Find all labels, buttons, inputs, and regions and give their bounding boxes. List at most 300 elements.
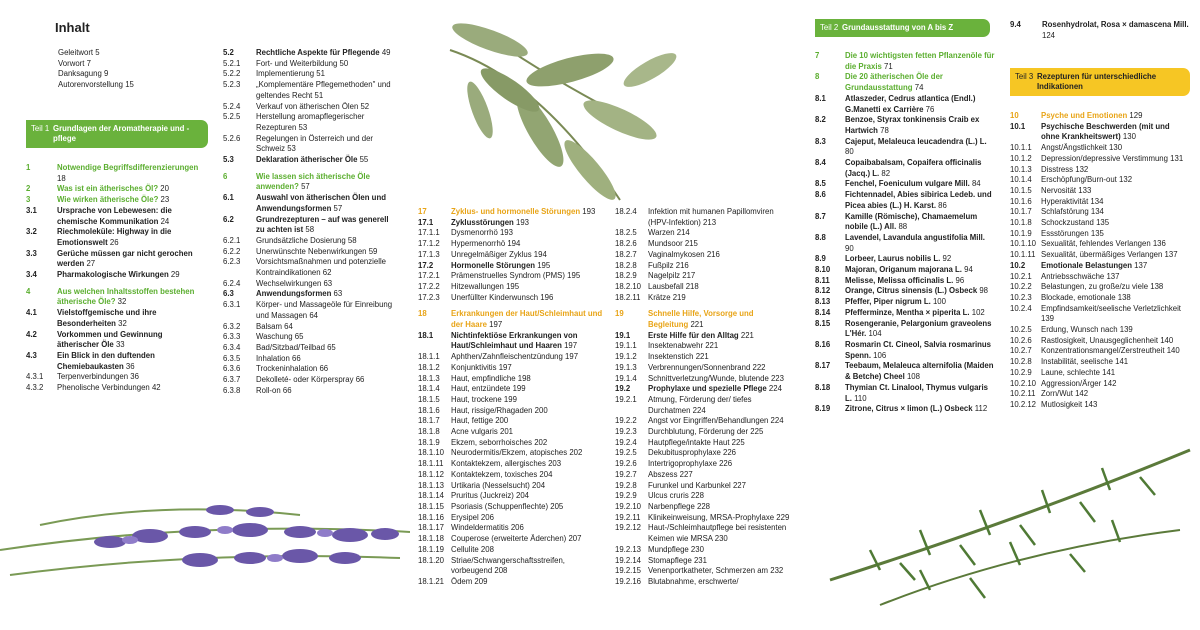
toc-entry[interactable] [223,332,395,343]
toc-entry-page: 27 [86,259,96,269]
toc-entry-number: 10 [1010,111,1019,120]
toc-entry[interactable] [223,172,395,193]
toc-entry[interactable] [815,361,995,382]
toc-entry[interactable] [615,459,795,470]
toc-entry-number: 8.12 [815,286,831,296]
toc-entry[interactable] [815,297,995,308]
toc-entry-title [648,513,795,524]
toc-entry[interactable] [615,416,795,427]
toc-entry-number: 4.3.2 [26,383,44,393]
toc-entry[interactable] [615,374,795,385]
toc-entry[interactable] [615,352,795,363]
toc-entry-text: Haut, entzündete [451,384,511,394]
toc-entry[interactable] [418,502,603,513]
toc-entry-text: Haut-/Schleimhautpflege bei resistenten Keimen wie MRSA [648,523,787,544]
teil2-banner[interactable] [815,19,990,37]
toc-entry[interactable] [1010,239,1190,250]
toc-entry-page: 64 [309,310,319,320]
toc-entry-title [451,352,603,363]
toc-entry-text: Insektenabwehr [648,341,704,351]
toc-entry-text: Angst vor Eingriffen/Behandlungen [648,416,769,426]
toc-entry[interactable] [615,502,795,513]
toc-entry[interactable] [615,470,795,481]
toc-entry-number: 17.1.3 [418,249,440,259]
toc-entry-text: Dekubitusprophylaxe [648,448,721,458]
toc-entry-text: Mundsoor [648,239,683,249]
toc-entry-text: Herstellung aromapflegerischer Rezepturen [256,112,365,132]
toc-entry-page: 206 [480,512,494,522]
toc-entry[interactable] [223,364,395,375]
toc-entry[interactable] [418,293,603,304]
toc-entry[interactable] [223,80,395,101]
toc-entry-text: Klinikeinweisung, MRSA-Prophylaxe [648,512,775,522]
toc-entry[interactable] [815,179,995,190]
teil1-banner[interactable] [26,120,208,148]
toc-entry-text: Schockzustand [1041,218,1094,228]
toc-entry[interactable] [26,249,206,270]
toc-entry[interactable] [815,340,995,361]
toc-entry-number: 10.1.6 [1010,196,1032,206]
toc-entry-page: 130 [1109,143,1123,153]
toc-entry-title [57,184,206,195]
toc-entry-text: Stomapflege [648,555,692,565]
toc-entry-page: 204 [539,469,553,479]
toc-entry[interactable] [418,513,603,524]
toc-entry[interactable] [418,363,603,374]
toc-entry[interactable] [615,261,795,272]
toc-entry[interactable] [26,270,206,281]
toc-entry-text: Teebaum, Melaleuca alternifolia (Maiden & Betche) Cheel [845,361,994,382]
toc-entry[interactable] [26,287,206,308]
toc-entry-page: 57 [333,203,343,213]
toc-entry-text: Hyperaktivität [1041,196,1089,206]
toc-entry-title [256,343,395,354]
toc-entry-page: 227 [679,469,693,479]
toc-entry-page: 137 [1164,250,1178,260]
toc-entry[interactable] [58,48,208,59]
toc-entry-number: 8.18 [815,382,831,392]
toc-entry-title [648,502,795,513]
toc-entry[interactable] [1010,282,1190,293]
toc-entry[interactable] [1010,143,1190,154]
toc-entry[interactable] [223,59,395,70]
toc-entry-text: Ekzem, seborrhoisches [451,437,533,447]
toc-entry-text: Melisse, Melissa officinalis L. [845,275,954,285]
toc-entry[interactable] [418,459,603,470]
toc-entry[interactable] [26,184,206,195]
toc-entry[interactable] [418,448,603,459]
toc-entry[interactable] [26,227,206,248]
toc-entry-page: 206 [510,523,524,533]
teil3-number: Teil 3 [1015,72,1034,81]
toc-entry-number: 10.1.2 [1010,153,1032,163]
toc-entry-number: 8.8 [815,232,826,242]
toc-entry-title [648,271,795,282]
toc-entry-text: Rastlosigkeit, Unausgeglichenheit [1041,335,1159,345]
toc-entry-text: Wechselwirkungen [256,278,322,288]
toc-entry[interactable] [615,293,795,304]
toc-entry-text: Wie wirken ätherische Öle? [57,195,159,205]
toc-entry[interactable] [418,250,603,261]
toc-entry[interactable] [1010,111,1190,122]
toc-entry-title [57,308,206,329]
teil3-banner[interactable] [1010,68,1190,96]
toc-entry[interactable] [815,319,995,340]
toc-entry-text: Fichtennadel, Abies sibirica Ledeb. und Picea abies (L.) H. Karst. [845,190,992,210]
toc-entry[interactable] [815,51,995,72]
toc-entry[interactable] [223,247,395,258]
toc-entry-title [1041,272,1190,283]
toc-entry-title [256,102,395,113]
toc-entry[interactable] [1010,175,1190,186]
toc-entry[interactable] [58,59,208,70]
toc-entry[interactable] [815,158,995,179]
toc-entry[interactable] [223,134,395,155]
toc-entry[interactable] [26,330,206,351]
toc-entry-page: 200 [534,405,548,415]
toc-entry[interactable] [223,69,395,80]
toc-entry-title [1041,400,1190,411]
toc-entry-text: Terpenverbindungen [57,372,129,382]
toc-entry[interactable] [1010,304,1190,325]
toc-entry-text: Aggression/Ärger [1041,378,1102,388]
toc-entry-title [648,282,795,293]
toc-entry-text: Pruritus (Juckreiz) [451,491,514,501]
toc-entry[interactable] [615,239,795,250]
toc-entry-title [648,293,795,304]
toc-entry[interactable] [418,207,603,218]
toc-entry[interactable] [223,354,395,365]
toc-entry[interactable] [1010,20,1190,41]
toc-entry[interactable] [223,236,395,247]
toc-entry[interactable] [1010,400,1190,411]
toc-entry-title [648,395,795,416]
toc-entry[interactable] [1010,207,1190,218]
toc-entry-page: 26 [109,237,119,247]
toc-entry-number: 18.2.8 [615,260,637,270]
toc-entry-page: 193 [499,228,513,238]
toc-entry-title [256,69,395,80]
toc-entry[interactable] [1010,336,1190,347]
toc-entry[interactable] [1010,293,1190,304]
toc-entry-text: Lorbeer, Laurus nobilis L. [845,254,941,264]
toc-entry[interactable] [615,481,795,492]
toc-entry[interactable] [223,48,395,59]
toc-entry[interactable] [418,438,603,449]
toc-entry-number: 9.4 [1010,20,1021,29]
toc-entry[interactable] [615,427,795,438]
toc-entry-page: 139 [1041,314,1055,324]
toc-entry-page: 199 [512,384,526,394]
toc-entry-title [451,250,603,261]
toc-entry-number: 19.2.9 [615,491,637,501]
toc-entry[interactable] [26,163,206,184]
toc-entry[interactable] [615,250,795,261]
toc-entry-page: 53 [287,144,296,154]
toc-entry[interactable] [815,94,995,115]
toc-col1 [26,163,206,394]
toc-entry[interactable] [418,427,603,438]
toc-entry-number: 10.1.3 [1010,164,1032,174]
toc-entry[interactable] [418,282,603,293]
toc-entry-text: Majoran, Origanum majorana L. [845,265,962,275]
toc-entry[interactable] [58,69,208,80]
toc-entry[interactable] [418,534,603,545]
toc-entry-number: 17.1 [418,217,434,227]
toc-entry[interactable] [815,190,995,211]
toc-entry-number: 10.2 [1010,260,1026,270]
toc-entry-text: Haut, fettige [451,416,494,426]
toc-entry-text: Empfindsamkeit/seelische Verletzlichkeit [1041,303,1181,313]
toc-entry-page: 131 [1170,153,1184,163]
toc-entry[interactable] [223,112,395,133]
toc-entry[interactable] [1010,218,1190,229]
toc-entry[interactable] [1010,272,1190,283]
toc-entry[interactable] [1010,379,1190,390]
toc-entry[interactable] [223,279,395,290]
toc-entry-number: 10.1.11 [1010,250,1036,260]
toc-entry-title [845,286,995,297]
toc-entry-number: 18.1.18 [418,534,445,544]
toc-entry[interactable] [223,343,395,354]
toc-col6 [1010,111,1190,429]
toc-entry[interactable] [815,115,995,136]
toc-entry-page: 58 [347,235,357,245]
toc-entry[interactable] [815,265,995,276]
toc-entry[interactable] [615,491,795,502]
toc-entry-text: „Komplementäre Pflegemethoden" und geltendes Recht [256,80,391,100]
toc-entry-text: Cellulite [451,544,479,554]
toc-entry-text: Aphthen/Zahnfleischentzündung [451,352,563,362]
toc-entry[interactable] [1010,229,1190,240]
toc-entry[interactable] [1010,197,1190,208]
toc-entry[interactable] [418,384,603,395]
toc-entry[interactable] [58,80,208,91]
toc-entry[interactable] [223,155,395,166]
toc-entry[interactable] [615,271,795,282]
toc-entry[interactable] [223,289,395,300]
toc-entry[interactable] [418,261,603,272]
toc-entry[interactable] [26,206,206,227]
toc-entry-number: 8.6 [815,190,826,200]
toc-entry-number: 8.17 [815,361,831,371]
toc-entry[interactable] [223,102,395,113]
toc-entry[interactable] [418,491,603,502]
toc-entry-title [1041,336,1190,347]
toc-entry[interactable] [223,215,395,236]
toc-entry-number: 10.2.8 [1010,357,1032,367]
toc-entry[interactable] [1010,250,1190,261]
toc-entry-title [648,374,795,385]
toc-entry-page: 230 [690,544,704,554]
toc-entry-page: 140 [1160,335,1174,345]
toc-entry-text: Zyklusstörungen [451,217,514,227]
toc-entry-title [58,48,208,59]
toc-entry[interactable] [418,416,603,427]
toc-entry[interactable] [418,228,603,239]
toc-entry-number: 19.2.1 [615,394,637,404]
teil1-title: Grundlagen der Aromatherapie und -pflege [53,124,190,143]
toc-entry-text: Vorkommen und Gewinnung ätherischer Öle [57,329,163,350]
toc-entry[interactable] [615,384,795,395]
toc-entry[interactable] [615,341,795,352]
toc-entry-page: 65 [327,342,336,352]
toc-entry[interactable] [1010,357,1190,368]
toc-entry-page: 134 [1090,196,1104,206]
toc-entry-page: 218 [685,281,699,291]
toc-entry[interactable] [418,309,603,330]
toc-entry-number: 8.4 [815,158,826,168]
toc-entry[interactable] [615,395,795,416]
page-title: Inhalt [55,20,90,35]
toc-entry[interactable] [223,257,395,278]
toc-entry-title [648,438,795,449]
toc-entry-title [451,513,603,524]
toc-entry-title [1042,20,1190,41]
toc-entry-page: 65 [294,332,304,342]
toc-entry-text: Hypermenorrhö [451,239,506,249]
toc-entry-text: Körper- und Massageöle für Einreibung und Massagen [256,300,393,320]
toc-entry[interactable] [615,309,795,330]
toc-entry[interactable] [418,271,603,282]
toc-entry[interactable] [418,395,603,406]
toc-entry[interactable] [815,404,995,415]
toc-entry-title [1041,293,1190,304]
toc-entry[interactable] [815,137,995,158]
toc-entry-text: Blutabnahme, erschwerte/ [648,576,739,586]
toc-entry[interactable] [223,386,395,397]
toc-entry[interactable] [815,286,995,297]
toc-entry-number: 17.2.3 [418,292,440,302]
toc-entry-title [451,470,603,481]
toc-entry-text: Verbrennungen/Sonnenbrand [648,362,751,372]
toc-entry-number: 10.2.10 [1010,378,1037,388]
toc-entry[interactable] [418,556,603,577]
toc-entry-text: Cajeput, Melaleuca leucadendra (L.) L. [845,136,987,146]
toc-entry[interactable] [615,228,795,239]
toc-entry[interactable] [26,351,206,372]
toc-entry[interactable] [418,218,603,229]
toc-entry-number: 8.1 [815,93,826,103]
toc-entry[interactable] [815,308,995,319]
toc-entry[interactable] [26,195,206,206]
toc-entry[interactable] [418,352,603,363]
toc-entry-title [451,309,603,330]
toc-entry-title [1041,218,1190,229]
toc-entry-title [845,179,995,190]
toc-entry[interactable] [418,470,603,481]
toc-entry[interactable] [1010,325,1190,336]
toc-entry-page: 221 [740,330,754,340]
toc-entry[interactable] [26,308,206,329]
toc-entry-title [57,206,206,227]
toc-entry-number: 10.2.4 [1010,303,1032,313]
toc-entry[interactable] [1010,186,1190,197]
toc-entry[interactable] [615,363,795,374]
toc-entry[interactable] [418,545,603,556]
toc-entry[interactable] [1010,368,1190,379]
toc-entry[interactable] [223,322,395,333]
toc-entry[interactable] [1010,154,1190,165]
toc-entry-title [648,470,795,481]
toc-entry[interactable] [1010,165,1190,176]
toc-entry-page: 136 [1152,239,1166,249]
toc-entry-number: 3.4 [26,270,37,280]
toc-entry[interactable] [1010,122,1190,143]
toc-entry-page: 124 [1042,30,1056,40]
toc-entry[interactable] [615,207,795,228]
toc-entry[interactable] [615,513,795,524]
toc-entry-page: 217 [682,271,696,281]
toc-entry[interactable] [223,375,395,386]
toc-entry[interactable] [418,481,603,492]
toc-entry[interactable] [418,331,603,352]
toc-entry-text: Verkauf von ätherischen Ölen [256,101,359,111]
toc-entry-page: 224 [692,405,706,415]
toc-entry-text: Die 10 wichtigsten fetten Pflanzenöle für die Praxis [845,51,995,71]
toc-entry[interactable] [418,406,603,417]
toc-entry-page: 138 [1117,292,1131,302]
toc-entry[interactable] [223,300,395,321]
toc-entry[interactable] [26,383,206,394]
toc-entry[interactable] [418,239,603,250]
toc-entry[interactable] [26,372,206,383]
toc-entry-text: Geleitwort [58,48,94,57]
toc-entry[interactable] [418,577,603,588]
toc-entry[interactable] [1010,389,1190,400]
toc-entry-title [648,556,795,567]
toc-entry-title [648,416,795,427]
toc-entry-text: Ulcus cruris [648,491,689,501]
toc-entry[interactable] [615,438,795,449]
toc-entry[interactable] [223,193,395,214]
toc-entry-text: Sexualität, fehlendes Verlangen [1041,239,1151,249]
toc-entry[interactable] [615,523,795,544]
toc-entry[interactable] [418,374,603,385]
toc-entry[interactable] [815,383,995,404]
toc-entry-page: 51 [314,90,324,100]
toc-entry-number: 18.1.16 [418,512,445,522]
toc-entry[interactable] [615,448,795,459]
toc-entry-title [57,372,206,383]
toc-entry-title [451,293,603,304]
toc-entry[interactable] [615,331,795,342]
toc-entry[interactable] [1010,261,1190,272]
toc-entry[interactable] [615,282,795,293]
toc-entry[interactable] [615,577,795,588]
toc-entry-text: Erysipel [451,512,479,522]
toc-entry-page: 208 [480,544,494,554]
toc-entry[interactable] [815,72,995,93]
toc-entry[interactable] [615,566,795,577]
toc-entry-text: Phenolische Verbindungen [57,383,150,393]
toc-entry[interactable] [815,233,995,254]
toc-entry-page: 216 [706,249,720,259]
toc-entry-page: 71 [884,61,893,71]
toc-entry[interactable] [615,556,795,567]
toc-entry-title [648,448,795,459]
toc-entry-number: 19.1 [615,330,631,340]
toc-entry-page: 208 [494,566,508,576]
toc-entry[interactable] [815,212,995,233]
toc-entry-page: 204 [532,480,546,490]
toc-entry-text: Fußpilz [648,260,674,270]
toc-entry[interactable] [1010,346,1190,357]
toc-entry[interactable] [815,254,995,265]
toc-entry[interactable] [418,523,603,534]
toc-entry[interactable] [815,276,995,287]
toc-entry[interactable] [615,545,795,556]
